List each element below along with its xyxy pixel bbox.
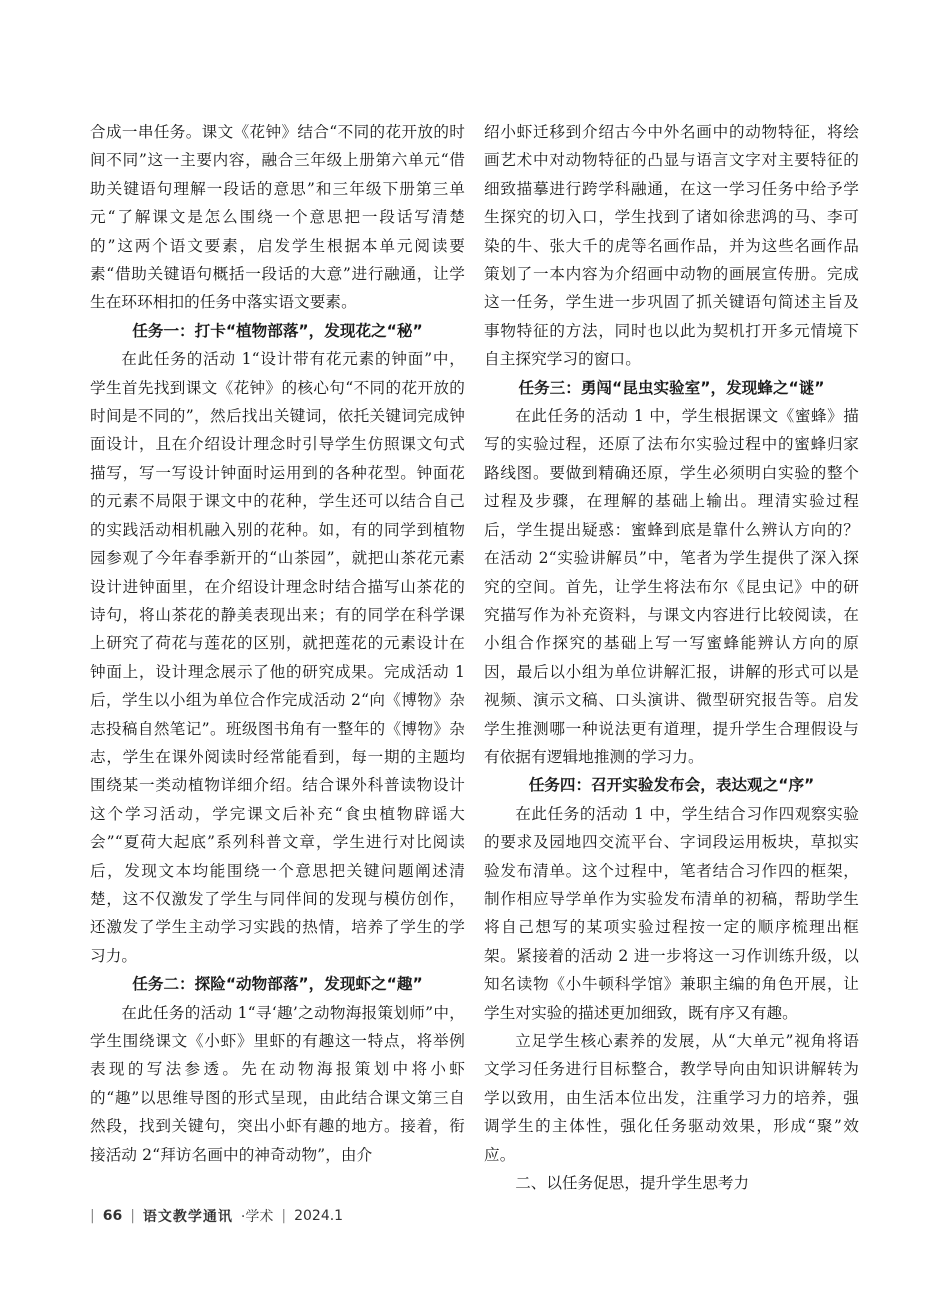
divider: | <box>130 1208 135 1224</box>
section-heading: 任务二：探险“动物部落”，发现虾之“趣” <box>132 975 423 994</box>
page-number: 66 <box>102 1208 123 1224</box>
paragraph: 合成一串任务。课文《花钟》结合“不同的花开放的时间不同”这一主要内容，融合三年级上册第六单元“借助关键语句理解一段话的意思”和三年级下册第三单元“了解课文是怎么围绕一个意思把一段话写清楚的”这两个语文要素，启发学生根据本单元阅读要素“借助关键语句概括一段话的大意”进行融通，让学生在环环相扣的任务中落实语文要素。 <box>90 123 465 312</box>
journal-title: 语文教学通讯 <box>142 1209 233 1225</box>
journal-section: ·学术 <box>240 1209 274 1225</box>
paragraph: 在此任务的活动 1 中，学生根据课文《蜜蜂》描写的实验过程，还原了法布尔实验过程中的蜜蜂归家路线图。要做到精确还原，学生必须明白实验的整个过程及步骤，在理解的基础上输出。理清实验过程后，学生提出疑惑：蜜蜂到底是靠什么辨认方向的？在活动 2“实验讲解员”中，笔者为学生提供了深入探究的空间。首先，让学生将法布尔《昆虫记》中的研究描写作为补充资料，与课文内容进行比较阅读，在小组合作探究的基础上写一写蜜蜂能辨认方向的原因，最后以小组为单位讲解汇报，讲解的形式可以是视频、演示文稿、口头演讲、微型研究报告等。启发学生推测哪一种说法更有道理，提升学生合理假设与有依据有逻辑地推测的学习力。 <box>484 407 859 766</box>
section-heading: 任务三：勇闯“昆虫实验室”，发现蜂之“谜” <box>518 378 825 397</box>
page-footer <box>90 1206 343 1226</box>
paragraph: 在此任务的活动 1 中，学生结合习作四观察实验的要求及园地四交流平台、字词段运用板块，草拟实验发布清单。这个过程中，笔者结合习作四的框架，制作相应导学单作为实验发布清单的初稿，帮助学生将自己想写的某项实验过程按一定的顺序梳理出框架。紧接着的活动 2 进一步将这一习作训练升级，以知名读物《小牛顿科学馆》兼职主编的角色开展，让学生对实验的描述更加细致，既有序又有趣。 <box>484 804 859 1022</box>
section-heading: 任务一：打卡“植物部落”，发现花之“秘” <box>132 321 423 340</box>
paragraph: 立足学生核心素养的发展，从“大单元”视角将语文学习任务进行目标整合，教学导向由知识讲解转为学以致用，由生活本位出发，注重学习力的培养，强调学生的主体性，强化任务驱动效果，形成“聚”效应。 <box>484 1032 859 1164</box>
divider: | <box>90 1208 95 1224</box>
paragraph: 绍小虾迁移到介绍古今中外名画中的动物特征，将绘画艺术中对动物特征的凸显与语言文字对主要特征的细致描摹进行跨学科融通，在这一学习任务中给予学生探究的切入口，学生找到了诸如徐悲鸿的马、李可染的牛、张大千的虎等名画作品，并为这些名画作品策划了一本内容为介绍画中动物的画展宣传册。完成这一任务，学生进一步巩固了抓关键语句简述主旨及事物特征的方法，同时也以此为契机打开多元情境下自主探究学习的窗口。 <box>484 123 859 369</box>
subsection-heading: 二、以任务促思，提升学生思考力 <box>515 1174 750 1193</box>
paragraph: 在此任务的活动 1“设计带有花元素的钟面”中，学生首先找到课文《花钟》的核心句“不同的花开放的时间是不同的”，然后找出关键词，依托关键词完成钟面设计，且在介绍设计理念时引导学生仿照课文句式描写，写一写设计钟面时运用到的各种花型。钟面花的元素不局限于课文中的花种，学生还可以结合自己的实践活动相机融入别的花种。如，有的同学到植物园参观了今年春季新开的“山茶园”，就把山茶花元素设计进钟面里，在介绍设计理念时结合描写山茶花的诗句，将山茶花的静美表现出来；有的同学在科学课上研究了荷花与莲花的区别，就把莲花的元素设计在钟面上，设计理念展示了他的研究成果。完成活动 1 后，学生以小组为单位合作完成活动 2“向《博物》杂志投稿自然笔记”。班级图书角有一整年的《博物》杂志，学生在课外阅读时经常能看到，每一期的主题均围绕某一类动植物详细介绍。结合课外科普读物设计这个学习活动，学完课文后补充“食虫植物辟谣大会”“夏荷大起底”系列科普文章，学生进行对比阅读后，发现文本均能围绕一个意思把关键问题阐述清楚，这不仅激发了学生与同伴间的发现与模仿创作，还激发了学生主动学习实践的热情，培养了学生的学习力。 <box>90 350 465 965</box>
left-column <box>90 118 465 1169</box>
divider: | <box>281 1208 287 1224</box>
right-column <box>484 118 859 1197</box>
paragraph: 在此任务的活动 1“寻‘趣’之动物海报策划师”中，学生围绕课文《小虾》里虾的有趣这一特点，将举例表现的写法参透。先在动物海报策划中将小虾的“趣”以思维导图的形式呈现，由此结合课文第三自然段，找到关键句，突出小虾有趣的地方。接着，衔接活动 2“拜访名画中的神奇动物”，由介 <box>90 1003 465 1164</box>
section-heading: 任务四：召开实验发布会，表达观之“序” <box>528 776 815 795</box>
issue-date: 2024.1 <box>294 1208 344 1224</box>
